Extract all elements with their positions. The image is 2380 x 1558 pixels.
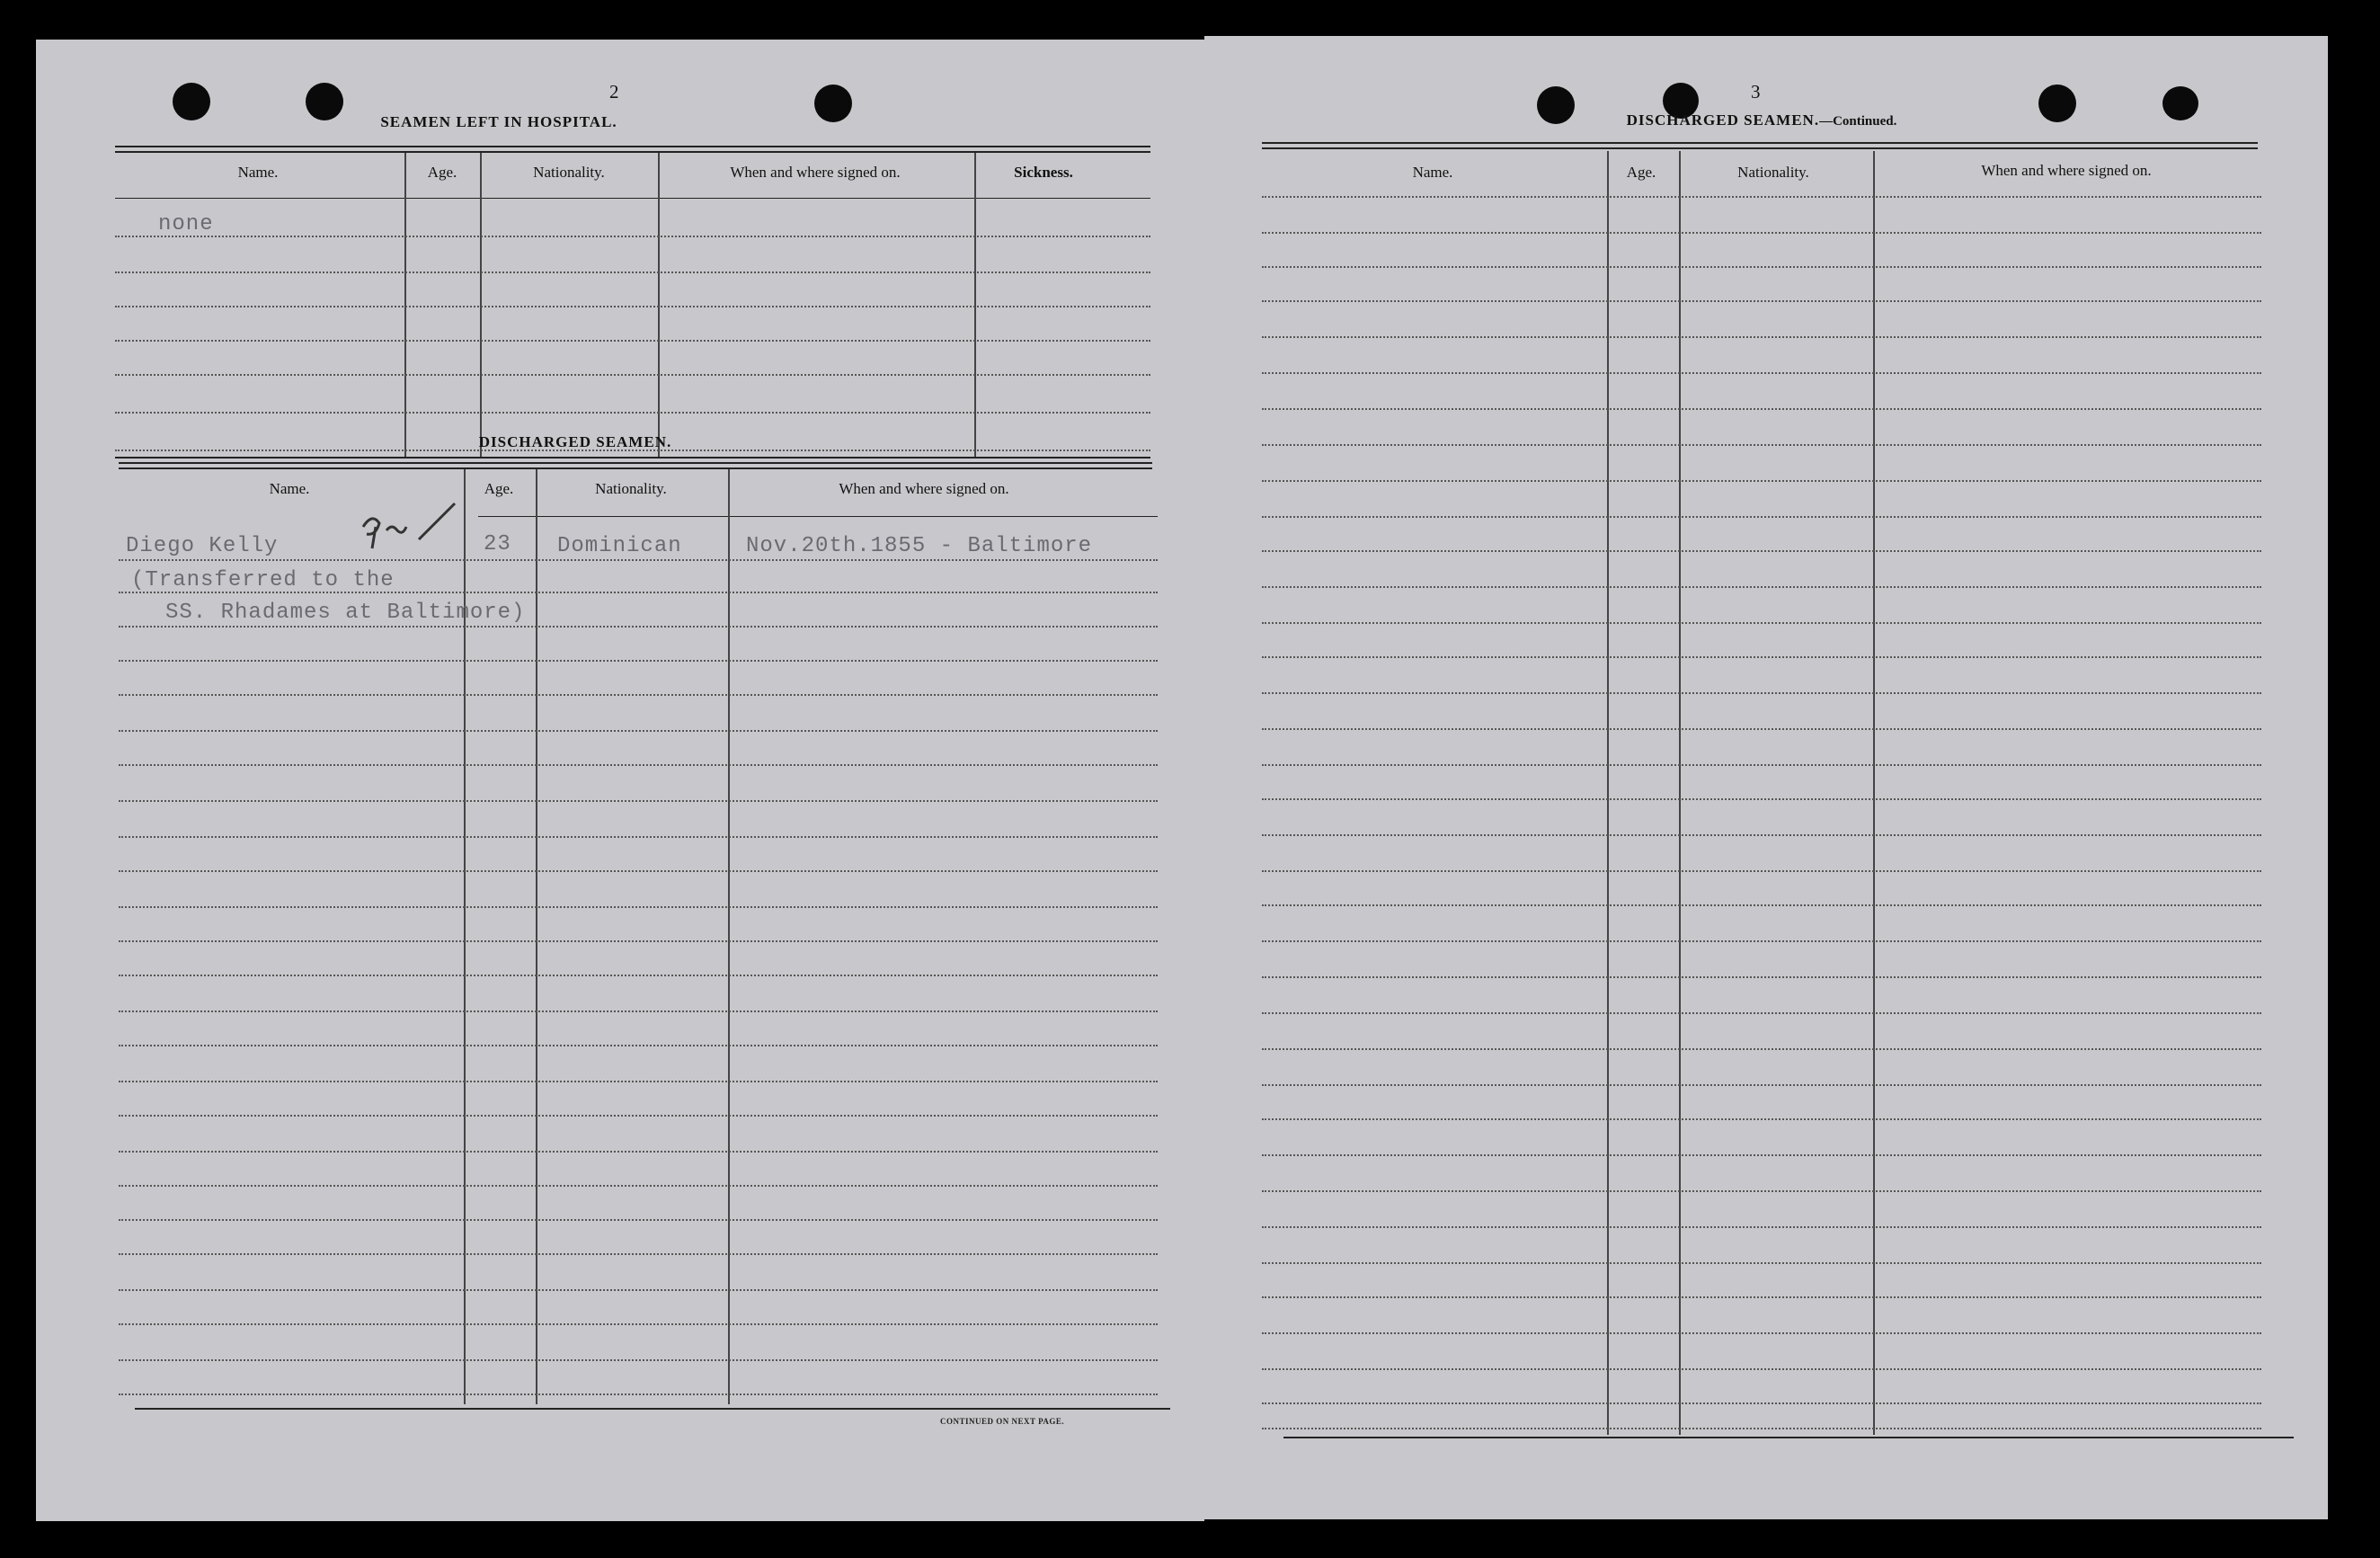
punch-hole [814, 85, 852, 122]
col-header-signed-on: When and where signed on. [1981, 162, 2152, 179]
col-header-nationality: Nationality. [1737, 164, 1809, 181]
discharged-name-line-1: Diego Kelly [126, 534, 279, 558]
punch-hole [2038, 85, 2076, 122]
punch-hole [173, 83, 210, 120]
handwritten-mark [356, 500, 464, 554]
discharged-section-title: DISCHARGED SEAMEN. [478, 433, 672, 450]
col-header-nationality: Nationality. [533, 164, 605, 181]
right-page [1204, 36, 2328, 1519]
col-header-sickness: Sickness. [1014, 164, 1073, 181]
discharged-age: 23 [484, 532, 511, 556]
col-header-name: Name. [1412, 164, 1453, 181]
col-header-signed-on: When and where signed on. [839, 480, 1009, 497]
col-header-signed-on: When and where signed on. [730, 164, 901, 181]
page-number: 3 [1751, 81, 1761, 102]
discharged-signed-on: Nov.20th.1855 - Baltimore [746, 534, 1093, 558]
col-header-nationality: Nationality. [595, 480, 667, 497]
discharged-name-line-2: (Transferred to the [131, 568, 395, 592]
col-header-name: Name. [269, 480, 310, 497]
page-number: 2 [609, 81, 619, 102]
col-header-name: Name. [237, 164, 279, 181]
continued-footer: CONTINUED ON NEXT PAGE. [940, 1417, 1065, 1426]
discharged-nationality: Dominican [557, 534, 682, 558]
col-header-age: Age. [427, 164, 457, 181]
left-page [36, 40, 1204, 1521]
hospital-section-title: SEAMEN LEFT IN HOSPITAL. [380, 113, 617, 130]
col-header-age: Age. [1626, 164, 1656, 181]
col-header-age: Age. [484, 480, 514, 497]
discharged-continued-title: DISCHARGED SEAMEN.—Continued. [1626, 111, 1897, 129]
discharged-name-line-3: SS. Rhadames at Baltimore) [165, 601, 526, 625]
punch-hole [2162, 86, 2198, 120]
punch-hole [1537, 86, 1575, 124]
hospital-entry: none [158, 212, 214, 236]
